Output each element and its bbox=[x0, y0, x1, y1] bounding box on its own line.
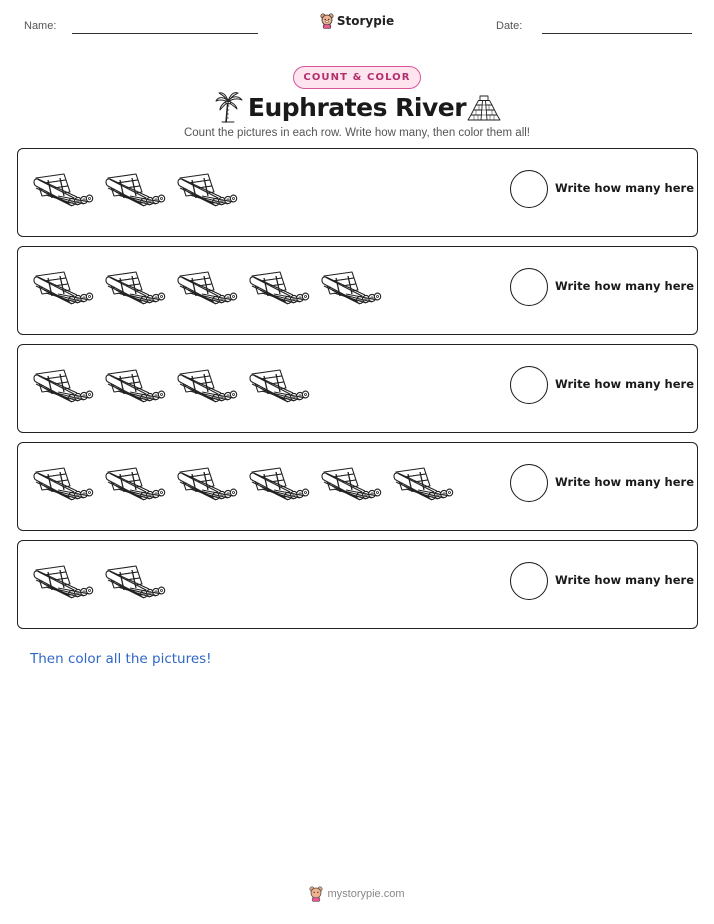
counting-row bbox=[17, 148, 698, 237]
date-write-line bbox=[542, 33, 692, 34]
counting-row bbox=[17, 540, 698, 629]
site-url: mystorypie.com bbox=[327, 888, 405, 900]
log-raft-icon[interactable] bbox=[30, 264, 94, 314]
name-label: Name: bbox=[24, 20, 57, 32]
log-raft-icon[interactable] bbox=[174, 460, 238, 510]
log-raft-icon[interactable] bbox=[30, 362, 94, 412]
bear-mascot-icon bbox=[320, 13, 334, 29]
log-raft-icon[interactable] bbox=[174, 166, 238, 216]
log-raft-icon[interactable] bbox=[30, 460, 94, 510]
stepped-pyramid-icon bbox=[466, 94, 502, 122]
log-raft-icon[interactable] bbox=[102, 460, 166, 510]
log-raft-icon[interactable] bbox=[102, 166, 166, 216]
counting-row bbox=[17, 246, 698, 335]
date-label: Date: bbox=[496, 20, 523, 32]
answer-circle[interactable] bbox=[510, 562, 548, 600]
answer-label: Write how many here bbox=[555, 475, 694, 489]
answer-label: Write how many here bbox=[555, 181, 694, 195]
log-raft-icon[interactable] bbox=[246, 264, 310, 314]
worksheet-title: Euphrates River bbox=[247, 93, 467, 122]
answer-label: Write how many here bbox=[555, 279, 694, 293]
color-instruction: Then color all the pictures! bbox=[30, 651, 212, 667]
log-raft-icon[interactable] bbox=[318, 264, 382, 314]
answer-label: Write how many here bbox=[555, 573, 694, 587]
log-raft-icon[interactable] bbox=[30, 166, 94, 216]
answer-circle[interactable] bbox=[510, 464, 548, 502]
log-raft-icon[interactable] bbox=[390, 460, 454, 510]
site-footer bbox=[0, 886, 714, 905]
answer-circle[interactable] bbox=[510, 268, 548, 306]
log-raft-icon[interactable] bbox=[102, 558, 166, 608]
log-raft-icon[interactable] bbox=[246, 460, 310, 510]
name-write-line bbox=[72, 33, 258, 34]
answer-circle[interactable] bbox=[510, 366, 548, 404]
counting-row bbox=[17, 442, 698, 531]
brand-name: Storypie bbox=[336, 14, 395, 28]
title-row bbox=[0, 90, 714, 128]
bear-mascot-icon bbox=[309, 886, 323, 902]
picture-group bbox=[30, 362, 310, 412]
answer-circle[interactable] bbox=[510, 170, 548, 208]
log-raft-icon[interactable] bbox=[174, 264, 238, 314]
picture-group bbox=[30, 264, 382, 314]
answer-label: Write how many here bbox=[555, 377, 694, 391]
instructions: Count the pictures in each row. Write how many, then color them all! bbox=[183, 127, 531, 139]
activity-badge: COUNT & COLOR bbox=[293, 66, 420, 89]
log-raft-icon[interactable] bbox=[30, 558, 94, 608]
counting-rows bbox=[17, 148, 698, 638]
counting-row bbox=[17, 344, 698, 433]
log-raft-icon[interactable] bbox=[318, 460, 382, 510]
badge-container bbox=[0, 66, 714, 89]
picture-group bbox=[30, 558, 166, 608]
log-raft-icon[interactable] bbox=[102, 362, 166, 412]
log-raft-icon[interactable] bbox=[174, 362, 238, 412]
log-raft-icon[interactable] bbox=[246, 362, 310, 412]
log-raft-icon[interactable] bbox=[102, 264, 166, 314]
picture-group bbox=[30, 460, 454, 510]
picture-group bbox=[30, 166, 238, 216]
brand-logo bbox=[0, 13, 714, 32]
